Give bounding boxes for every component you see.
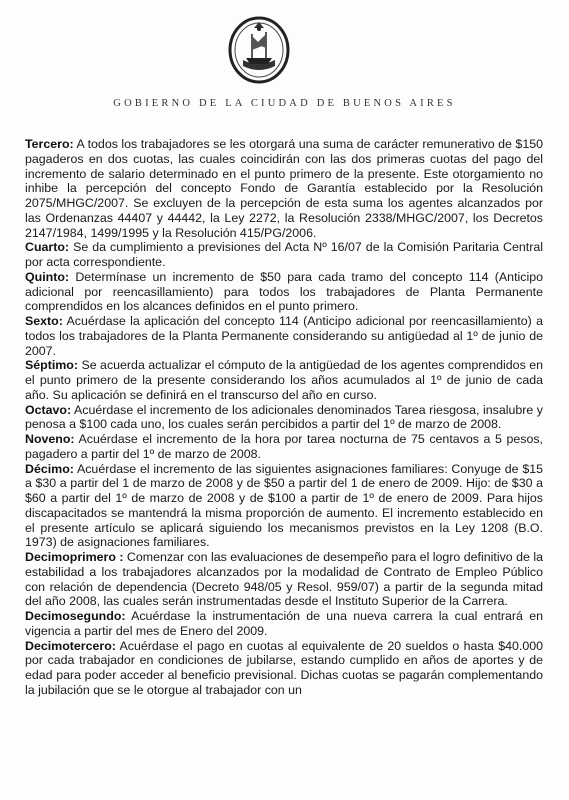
clause-sexto <box>25 314 543 358</box>
government-header: GOBIERNO DE LA CIUDAD DE BUENOS AIRES <box>113 98 456 109</box>
clause-label: Séptimo: <box>25 358 79 373</box>
clause-text: Comenzar con las evaluaciones de desempeño para el logro definitivo de la estabilidad a los trabajadores alcanzados por la modalidad de Contrato de Empleo Público con relación de dependencia (Decreto 948/05 y Resol. 959/07) a partir de la segunda mitad del año 2008, las cuales serán instrumentadas desde el Instituto Superior de la Carrera. <box>25 550 543 609</box>
clause-label: Tercero: <box>25 137 74 151</box>
document-body <box>25 137 543 698</box>
clause-label: Decimoprimero : <box>25 550 124 564</box>
clause-septimo <box>25 358 543 402</box>
clause-label: Quinto: <box>25 269 70 284</box>
clause-text: Acuérdase la aplicación del concepto 114 (Anticipo adicional por reencasillamiento) a todos los trabajadores de la Planta Permanente considerando su antigüedad al 1º de junio de 2007. <box>25 314 543 358</box>
clause-octavo <box>25 403 543 433</box>
clause-text: A todos los trabajadores se les otorgará una suma de carácter remunerativo de $150 pagaderos en dos cuotas, las cuales coincidirán con las dos primeras cuotas del pago del incremento de salario determinado en el punto primero de la presente. Este otorgamiento no inhibe la percepción del concepto Fondo de Garantía establecido por la Resolución 2075/MHGC/2007. Se excluyen de la percepción de esta suma los agentes alcanzados por las Ordenanzas 44407 y 44442, la Ley 2272, la Resolución 2338/MHGC/2007, los Decretos 2147/1984, 1499/1995 y la Resolución 415/PG/2006. <box>25 137 543 240</box>
clause-text: Acuérdase el incremento de la hora por tarea nocturna de 75 centavos a 5 pesos, pagadero a partir del 1º de marzo de 2008. <box>25 432 543 461</box>
clause-label: Décimo: <box>25 461 74 476</box>
clause-label: Octavo: <box>25 402 72 417</box>
clause-text: Acuérdase el pago en cuotas al equivalente de 20 sueldos o hasta $40.000 por cada trabajador en condiciones de jubilarse, estando cumplido en años de aportes y de edad para poder acceder al beneficio previsional. Dichas cuotas se pagarán complementando la jubilación que se le otorgue al trabajador con un <box>25 638 543 697</box>
clause-decimosegundo <box>25 609 543 639</box>
clause-text: Acuérdase el incremento de los adicionales denominados Tarea riesgosa, insalubre y penosa a $100 cada uno, los cuales serán percibidos a partir del 1º de marzo de 2008. <box>25 402 543 432</box>
clause-text: Acuérdase la instrumentación de una nueva carrera la cual entrará en vigencia a partir del mes de Enero del 2009. <box>25 609 543 638</box>
clause-quinto <box>25 270 543 314</box>
clause-label: Cuarto: <box>25 240 70 255</box>
clause-text: Se da cumplimiento a previsiones del Acta Nº 16/07 de la Comisión Paritaria Central por acta correspondiente. <box>25 240 543 269</box>
city-seal-icon <box>228 16 290 84</box>
clause-text: Se acuerda actualizar el cómputo de la antigüedad de los agentes comprendidos en el punto primero de la presente considerando los años acumulados al 1º de junio de cada año. Su aplicación se definirá en el transcurso del año en curso. <box>25 358 543 402</box>
clause-tercero <box>25 137 543 240</box>
clause-noveno <box>25 432 543 462</box>
clause-decimotercero <box>25 639 543 698</box>
clause-decimoprimero <box>25 550 543 609</box>
clause-label: Sexto: <box>25 314 63 328</box>
clause-cuarto <box>25 240 543 270</box>
clause-text: Determínase un incremento de $50 para cada tramo del concepto 114 (Anticipo adicional por reencasillamiento) para todos los trabajadores de Planta Permanente comprendidos en los alcances definidos en el punto primero. <box>25 269 543 314</box>
clause-label: Decimosegundo: <box>25 609 126 623</box>
clause-text: Acuérdase el incremento de las siguientes asignaciones familiares: Conyuge de $15 a $30 a partir del 1 de marzo de 2008 y de $50 a partir del 1 de enero de 2009. Hijo: de $30 a $60 a partir del 1º de marzo de 2008 y de $100 a partir de 1º de enero de 2009. Para hijos discapacitados se mantendrá la misma proporción de aumento. El incremento establecido en el presente artículo se aplicará siguiendo los mecanismos previstos en la Ley 1208 (B.O. 1973) de asignaciones familiares. <box>25 461 543 550</box>
clause-decimo <box>25 462 543 551</box>
clause-label: Decimotercero: <box>25 638 116 653</box>
clause-label: Noveno: <box>25 432 75 446</box>
